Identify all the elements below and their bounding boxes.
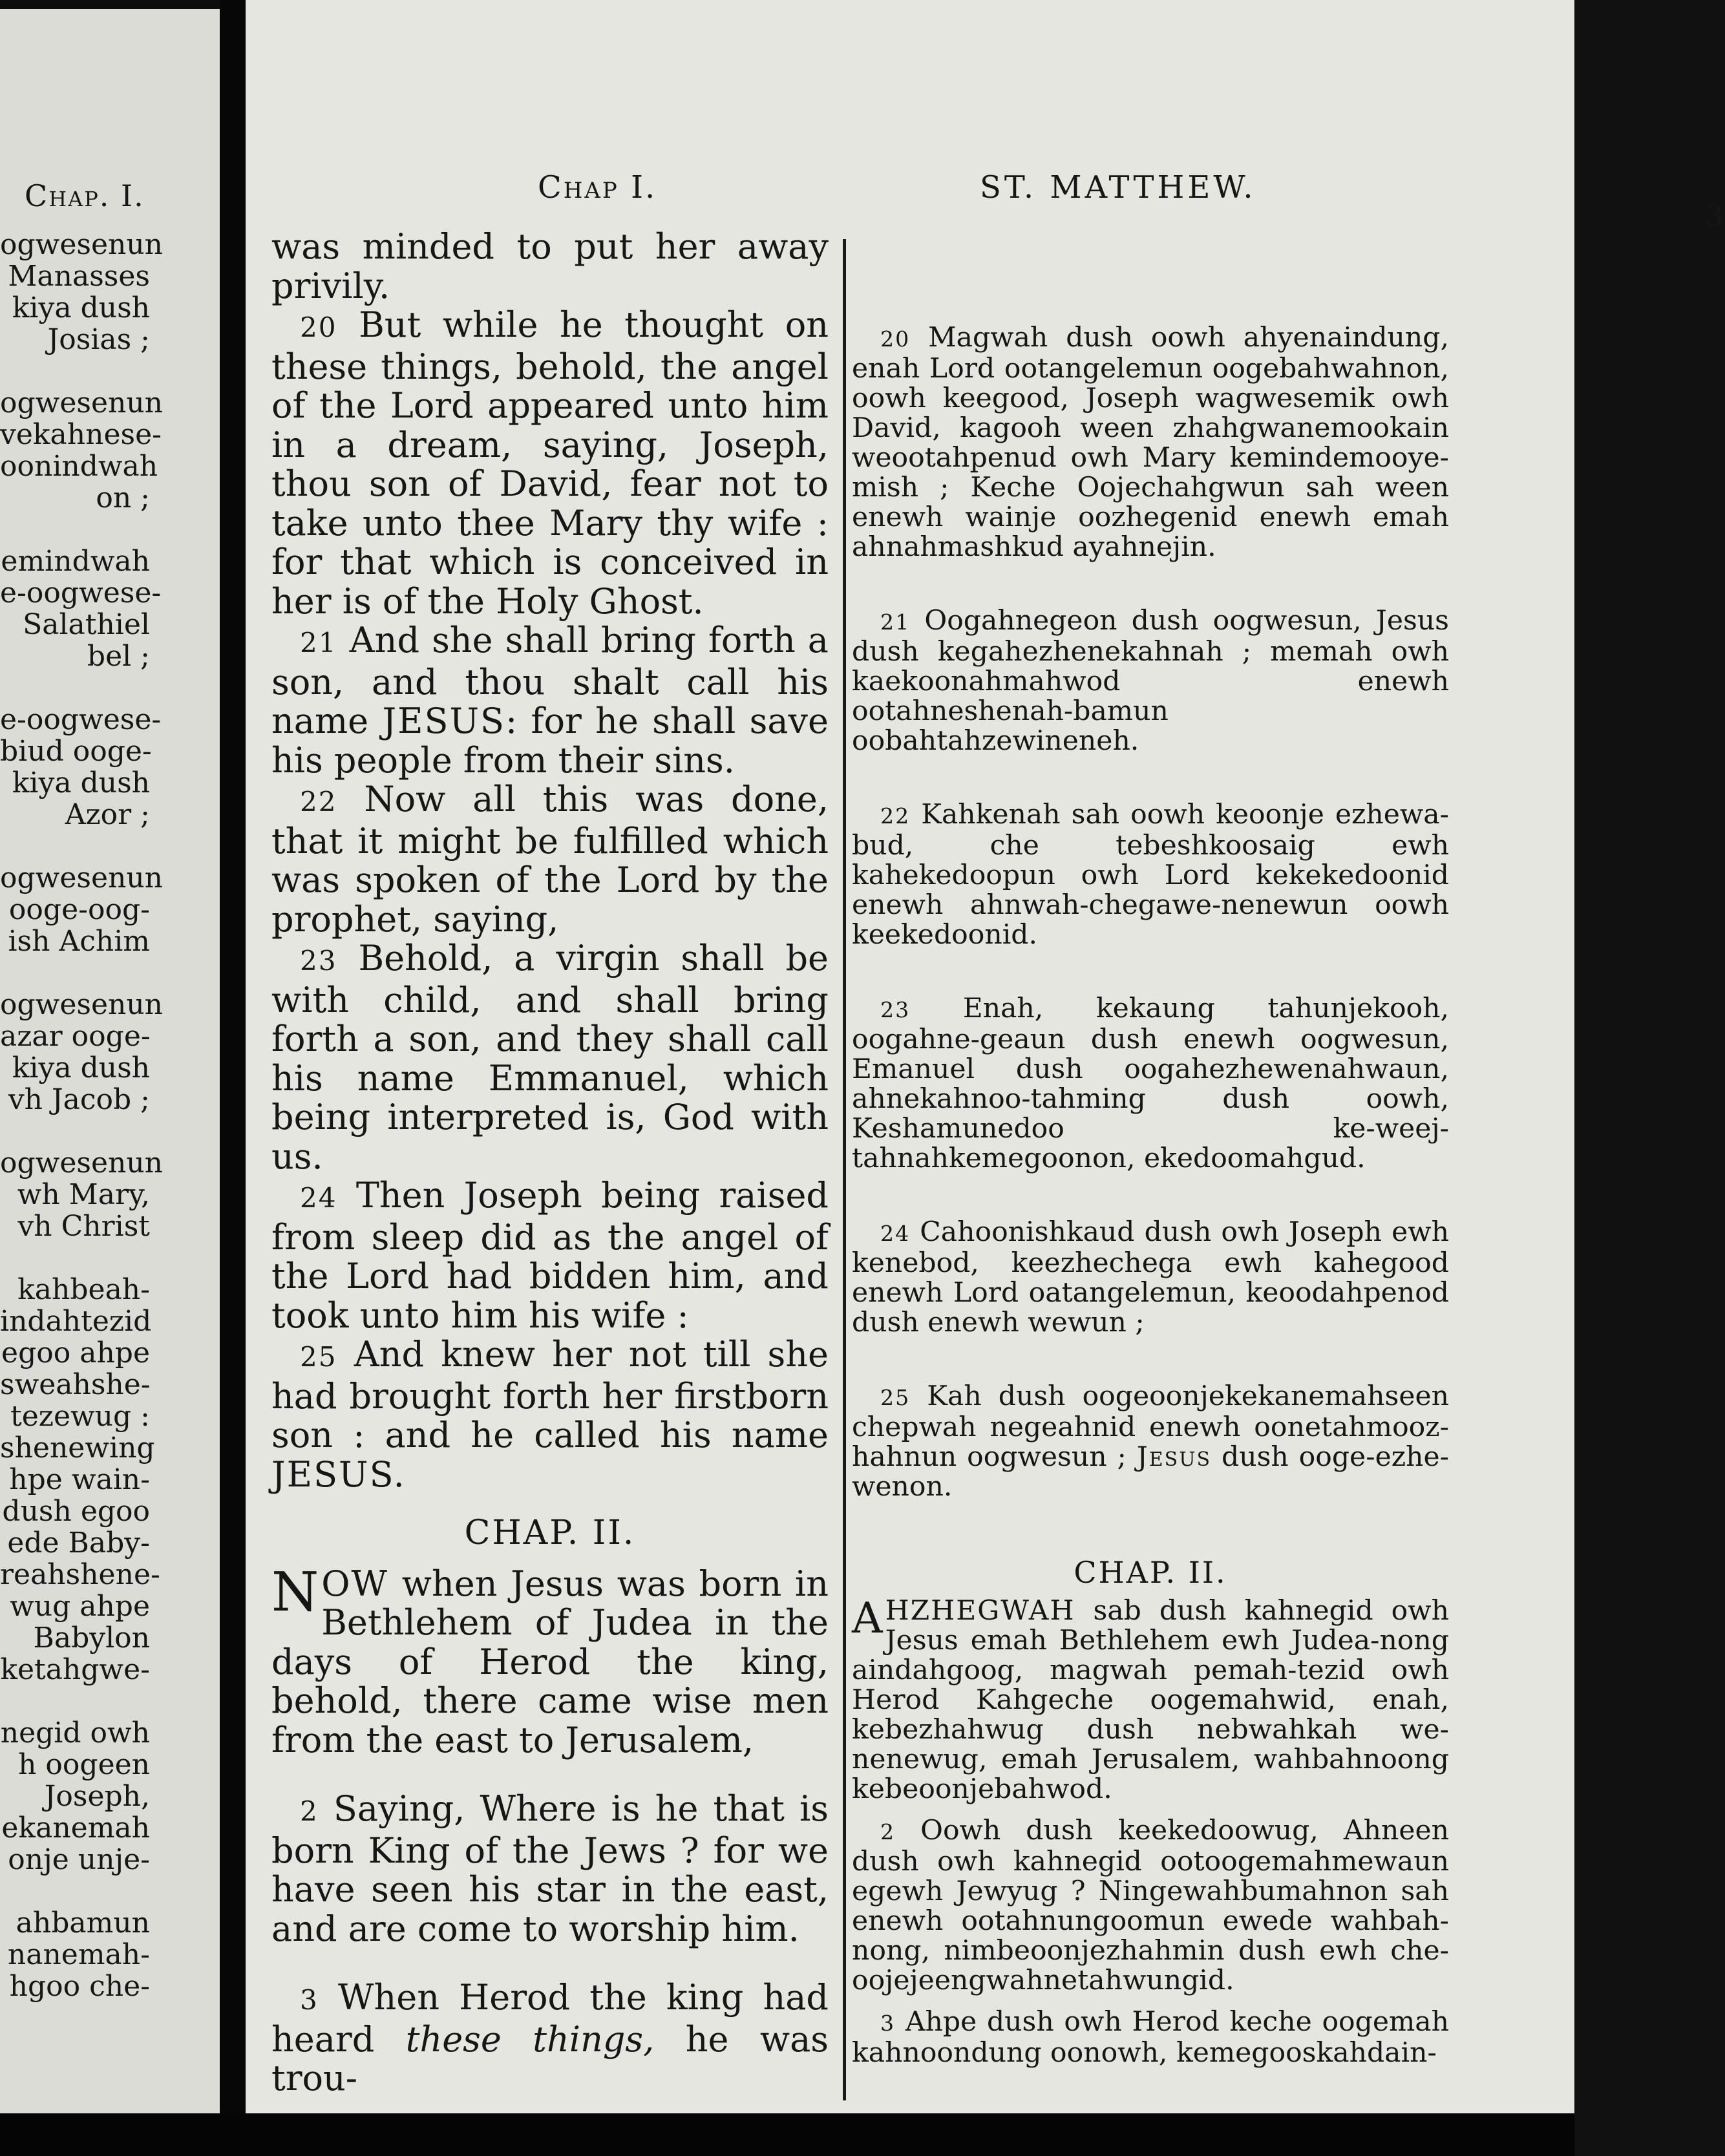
running-book-title: ST. MATTHEW. bbox=[980, 169, 1256, 206]
left-page-line: Babylon bbox=[33, 1622, 150, 1654]
left-page-line: hpe wain- bbox=[9, 1463, 150, 1496]
left-page-line: negid owh bbox=[0, 1717, 150, 1749]
verse-text: Saying, Where is he that is born King of the Jews ? for we have seen his star in the east, and are come to worship him. bbox=[271, 1788, 829, 1949]
verse-text: But while he thought on these things, behold, the angel of the Lord appeared unto him in a dream, saying, Joseph, thou son of David, fear not to take unto thee Mary thy wife : for that which is conceived in her is of the Holy Ghost. bbox=[271, 304, 829, 622]
english-column bbox=[271, 227, 829, 2098]
verse-text: Ahpe dush owh Herod keche oogemah kahnoondung oonowh, kemegooskahdain- bbox=[852, 2006, 1449, 2069]
left-page-line: Josias ; bbox=[47, 323, 150, 356]
verse-text: When Herod the king had heard bbox=[271, 1977, 829, 2060]
verse-text: Oogahnegeon dush oogwesun, Jesus dush kegahezhenekahnah ; memah owh kaekoonahmahwod enewh ootahneshenah-bamun oobahtahzewineneh. bbox=[852, 605, 1449, 757]
verse-1-ojibwe bbox=[852, 1593, 1449, 1805]
verse-text: Enah, kekaung tahunjekooh, oogahne-geaun dush enewh oogwesun, Emanuel dush oogahezhewenahwaun, ahnekahnoo-tahming dush oowh, Keshamunedoo ke-weej-tahnahkemegoonon, ekedoomahgud. bbox=[852, 993, 1449, 1174]
verse-number: 24 bbox=[880, 1221, 911, 1246]
left-page-line: Joseph, bbox=[44, 1780, 150, 1813]
left-page-line: kiya dush bbox=[12, 1052, 150, 1084]
left-page-line: ogwesenun bbox=[0, 386, 163, 419]
left-page-line bbox=[0, 1242, 220, 1274]
left-page-fragment bbox=[0, 9, 220, 2116]
left-page-line: h oogeen bbox=[18, 1748, 150, 1781]
left-page-line: egoo ahpe bbox=[1, 1337, 150, 1369]
verse-20-ojibwe bbox=[852, 323, 1449, 562]
divine-name: Jesus bbox=[1136, 1441, 1212, 1473]
verse-23-english bbox=[271, 939, 829, 1176]
left-page-line: ogwesenun bbox=[0, 1147, 163, 1179]
left-page-line: hgoo che- bbox=[9, 1970, 150, 2003]
drop-cap: A bbox=[852, 1593, 883, 1643]
verse-number: 23 bbox=[300, 945, 337, 977]
verse-number: 25 bbox=[880, 1385, 911, 1410]
left-page-line: tezewug : bbox=[10, 1400, 150, 1433]
page-number: 3 bbox=[1705, 200, 1725, 233]
verse-21-ojibwe bbox=[852, 606, 1449, 756]
left-page-line: ooge-oog- bbox=[8, 893, 150, 926]
verse-number: 3 bbox=[880, 2011, 896, 2036]
verse-number: 2 bbox=[880, 1819, 896, 1844]
left-page-line: indahtezid bbox=[0, 1305, 152, 1338]
left-page-line: on ; bbox=[96, 481, 150, 514]
left-page-line: azar ooge- bbox=[0, 1020, 151, 1053]
verse-number: 21 bbox=[880, 609, 911, 635]
verse-3-english bbox=[271, 1978, 829, 2098]
verse-2-ojibwe bbox=[852, 1816, 1449, 1996]
divine-name: JESUS. bbox=[271, 1453, 406, 1495]
verse-text: Magwah dush oowh ahyenaindung, enah Lord ootangelemun oogebahwahnon, oowh keegood, Joseph wagwesemik owh David, kagooh ween zhahgwanemookain weootahpenud owh Mary kemindemooye-mish ; Keche Oojechahgwun sah ween enewh wainje oozhegenid enewh emah ahnahmashkud ayahnejin. bbox=[852, 322, 1449, 563]
verse-text: when Jesus was born in Bethlehem of Judea in the days of Herod the king, behold, there came wise men from the east to Jerusalem, bbox=[271, 1563, 829, 1760]
verse-number: 21 bbox=[300, 627, 337, 659]
ojibwe-column bbox=[852, 323, 1449, 2068]
left-page-line: ketahgwe- bbox=[0, 1653, 150, 1686]
verse-number: 25 bbox=[300, 1341, 337, 1373]
left-page-line bbox=[0, 355, 220, 387]
verse-text: sab dush kahnegid owh Jesus emah Bethlehem ewh Judea-nong aindahgoog, magwah pemah-tezid owh Herod Kahgeche oogemahwid, enah, kebezhahwug dush nebwahkah we-nenewug, emah Jerusalem, wahbahnoong kebeoonjebahwod. bbox=[852, 1595, 1449, 1805]
verse-23-ojibwe bbox=[852, 994, 1449, 1174]
left-page-line bbox=[0, 514, 220, 545]
left-page-line: wh Mary, bbox=[17, 1178, 150, 1211]
column-divider bbox=[843, 239, 846, 2100]
left-page-line: kahbeah- bbox=[17, 1273, 150, 1306]
left-page-line: ede Baby- bbox=[7, 1527, 150, 1559]
left-page-line: ish Achim bbox=[8, 925, 150, 958]
verse-3-ojibwe bbox=[852, 2007, 1449, 2068]
left-page-line: shenewing bbox=[0, 1432, 155, 1464]
verse-number: 20 bbox=[880, 326, 911, 352]
left-page-line: reahshene- bbox=[0, 1558, 160, 1591]
small-caps-opening: OW bbox=[321, 1563, 389, 1604]
verse-text: he was trou- bbox=[271, 2018, 829, 2098]
verse-number: 23 bbox=[880, 997, 911, 1022]
left-page-text-column bbox=[0, 229, 220, 2002]
left-page-line bbox=[0, 830, 220, 862]
verse-25-ojibwe bbox=[852, 1382, 1449, 1502]
italic-text: these things, bbox=[405, 2018, 655, 2060]
verse-20-english bbox=[271, 306, 829, 621]
verse-text: Kah dush oogeoonjekekanemahseen chepwah negeahnid enewh oonetahmooz-hahnun oogwesun ; bbox=[852, 1380, 1449, 1473]
left-page-line: biud ooge- bbox=[0, 735, 152, 768]
running-chapter-header: Chap I. bbox=[538, 169, 657, 206]
left-page-line: kiya dush bbox=[12, 291, 150, 324]
left-page-line: emindwah bbox=[1, 545, 150, 578]
left-page-line: ogwesenun bbox=[0, 861, 163, 894]
left-page-chapter-header: Chap. I. bbox=[25, 178, 145, 213]
left-page-line: bel ; bbox=[87, 640, 150, 673]
verse-text: : for he shall save his people from their sins. bbox=[271, 701, 829, 781]
divine-name: JESUS bbox=[382, 701, 505, 741]
verse-text: Behold, a virgin shall be with child, and shall bring forth a son, and they shall call his name Emmanuel, which being interpreted is, God with us. bbox=[271, 938, 829, 1177]
verse-text: And she shall bring forth a son, and thou shalt call his name bbox=[271, 620, 829, 741]
left-page-line: oonindwah bbox=[0, 450, 158, 483]
verse-number: 20 bbox=[300, 312, 337, 343]
verse-number: 24 bbox=[300, 1182, 337, 1214]
left-page-line: nanemah- bbox=[7, 1938, 150, 1971]
verse-text: And knew her not till she had brought forth her firstborn son : and he called his name bbox=[271, 1334, 829, 1455]
left-page-line: e-oogwese- bbox=[0, 703, 162, 736]
verse-number: 2 bbox=[300, 1795, 319, 1827]
left-page-line: vh Jacob ; bbox=[8, 1083, 150, 1116]
left-page-line bbox=[0, 957, 220, 989]
scan-bottom-edge bbox=[0, 2113, 1574, 2156]
verse-text: Oowh dush keekedoowug, Ahneen dush owh kahnegid ootoogemahmewaun egewh Jewyug ? Ningewahbumahnon sah enewh ootahnungoomun ewede wahbah-nong, nimbeoonjezhahmin dush ewh che-oojejeengwahnetahwungid. bbox=[852, 1815, 1449, 1996]
left-page-line: vekahnese- bbox=[0, 418, 162, 451]
left-page-line: ekanemah bbox=[1, 1812, 150, 1844]
small-caps-opening: HZHEGWAH bbox=[885, 1595, 1075, 1627]
left-page-line: ahbamun bbox=[16, 1907, 150, 1939]
verse-number: 22 bbox=[300, 786, 337, 818]
verse-24-english bbox=[271, 1176, 829, 1335]
drop-cap: N bbox=[271, 1559, 319, 1623]
verse-25-english bbox=[271, 1335, 829, 1494]
verse-22-ojibwe bbox=[852, 800, 1449, 950]
left-page-line: dush egoo bbox=[2, 1495, 150, 1528]
left-page-line bbox=[0, 1876, 220, 1907]
verse-text: Then Joseph being raised from sleep did as the angel of the Lord had bidden him, and took unto him his wife : bbox=[271, 1175, 829, 1336]
verse-number: 3 bbox=[300, 1984, 319, 2016]
left-page-line: ogwesenun bbox=[0, 988, 163, 1021]
left-page-line: Manasses bbox=[8, 260, 150, 293]
left-page-line: ogwesenun bbox=[0, 228, 163, 261]
left-page-line: kiya dush bbox=[12, 766, 150, 799]
verse-text: Now all this was done, that it might be fulfilled which was spoken of the Lord by the prophet, saying, bbox=[271, 779, 829, 940]
left-page-line: Salathiel bbox=[23, 608, 150, 641]
chapter-2-heading-ojibwe: CHAP. II. bbox=[1074, 1555, 1227, 1590]
chapter-2-heading-english: CHAP. II. bbox=[464, 1514, 636, 1552]
left-page-line: sweahshe- bbox=[0, 1368, 151, 1401]
left-page-line bbox=[0, 672, 220, 704]
verse-text: Cahoonishkaud dush owh Joseph ewh kenebod, keezhechega ewh kahegood enewh Lord oatangelemun, keoodahpenod dush enewh wewun ; bbox=[852, 1216, 1449, 1338]
left-page-line bbox=[0, 1686, 220, 1717]
left-page-line: vh Christ bbox=[17, 1210, 150, 1243]
verse-2-english bbox=[271, 1790, 829, 1949]
book-gutter bbox=[220, 0, 246, 2156]
left-page-line bbox=[0, 1115, 220, 1147]
verse-1-english bbox=[271, 1559, 829, 1760]
verse-21-english bbox=[271, 621, 829, 780]
verse-24-ojibwe bbox=[852, 1218, 1449, 1338]
verse-19-continuation: was minded to put her away privily. bbox=[271, 226, 829, 306]
verse-text: dush ooge-ezhe-wenon. bbox=[852, 1441, 1449, 1503]
left-page-line: e-oogwese- bbox=[0, 576, 162, 609]
left-page-line: wug ahpe bbox=[10, 1590, 150, 1623]
left-page-line: Azor ; bbox=[65, 798, 150, 831]
verse-number: 22 bbox=[880, 803, 911, 829]
left-page-line: onje unje- bbox=[8, 1843, 150, 1876]
verse-text: Kahkenah sah oowh keoonje ezhewa-bud, che tebeshkoosaig ewh kahekedoopun owh Lord kekekedoonid enewh ahnwah-chegawe-nenewun oowh keekedoonid. bbox=[852, 799, 1450, 951]
verse-22-english bbox=[271, 780, 829, 939]
